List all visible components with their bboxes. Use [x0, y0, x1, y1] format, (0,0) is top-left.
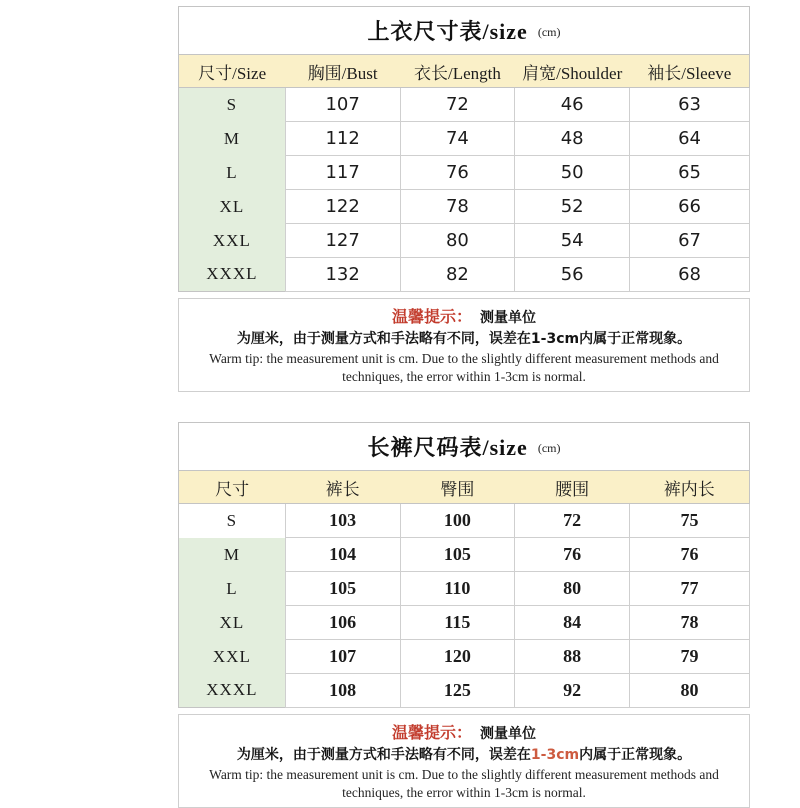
- tops-size-table: [178, 54, 750, 292]
- pants-table-title-row: [178, 422, 750, 470]
- value-cell: 64: [630, 122, 750, 156]
- tops-table-title-row: [178, 6, 750, 54]
- value-cell: 112: [285, 122, 400, 156]
- value-cell: 122: [285, 190, 400, 224]
- value-cell: 127: [285, 224, 400, 258]
- value-cell: 82: [400, 258, 515, 292]
- value-cell: 46: [515, 88, 630, 122]
- pants-size-table: [178, 470, 750, 708]
- value-cell: 54: [515, 224, 630, 258]
- size-cell: S: [179, 504, 286, 538]
- size-cell: XXXL: [179, 258, 286, 292]
- column-header: 袖长/Sleeve: [630, 55, 750, 88]
- measure-unit-label: 测量单位: [480, 726, 536, 742]
- value-cell: 115: [400, 606, 515, 640]
- table-row: [179, 538, 750, 572]
- value-cell: 104: [285, 538, 400, 572]
- column-header: 臀围: [400, 471, 515, 504]
- table-row: [179, 640, 750, 674]
- tip-line-chinese: [183, 745, 745, 766]
- size-cell: XXL: [179, 640, 286, 674]
- pants-size-table-section: [178, 422, 750, 808]
- pants-table-title: 长裤尺码表/size: [367, 435, 528, 460]
- measure-unit-label: 测量单位: [480, 310, 536, 326]
- value-cell: 67: [630, 224, 750, 258]
- value-cell: 78: [630, 606, 750, 640]
- tip-line-english-1: Warm tip: the measurement unit is cm. Due to the slightly different measurement methods and: [209, 351, 719, 366]
- value-cell: 105: [400, 538, 515, 572]
- column-header: 腰围: [515, 471, 630, 504]
- value-cell: 68: [630, 258, 750, 292]
- value-cell: 63: [630, 88, 750, 122]
- value-cell: 120: [400, 640, 515, 674]
- value-cell: 107: [285, 640, 400, 674]
- size-cell: XL: [179, 190, 286, 224]
- warm-tip-label: 温馨提示：: [391, 307, 472, 326]
- pants-table-body: [179, 504, 750, 708]
- value-cell: 117: [285, 156, 400, 190]
- tip-cn-range: 1-3cm: [530, 331, 580, 347]
- tip-line-english-2: techniques, the error within 1-3cm is normal.: [342, 784, 586, 800]
- value-cell: 52: [515, 190, 630, 224]
- column-header: 尺寸/Size: [179, 55, 286, 88]
- value-cell: 110: [400, 572, 515, 606]
- size-cell: L: [179, 156, 286, 190]
- column-header: 尺寸: [179, 471, 286, 504]
- value-cell: 76: [400, 156, 515, 190]
- size-cell: XXL: [179, 224, 286, 258]
- value-cell: 80: [630, 674, 750, 708]
- value-cell: 66: [630, 190, 750, 224]
- header-row: [179, 471, 750, 504]
- pants-table-header: [179, 471, 750, 504]
- size-cell: S: [179, 88, 286, 122]
- column-header: 衣长/Length: [400, 55, 515, 88]
- table-row: [179, 190, 750, 224]
- value-cell: 78: [400, 190, 515, 224]
- value-cell: 106: [285, 606, 400, 640]
- value-cell: 100: [400, 504, 515, 538]
- table-row: [179, 224, 750, 258]
- column-header: 肩宽/Shoulder: [515, 55, 630, 88]
- tops-table-title: 上衣尺寸表/size: [367, 19, 528, 44]
- value-cell: 103: [285, 504, 400, 538]
- value-cell: 92: [515, 674, 630, 708]
- column-header: 裤长: [285, 471, 400, 504]
- value-cell: 76: [630, 538, 750, 572]
- tops-size-table-section: [178, 6, 750, 392]
- size-cell: XL: [179, 606, 286, 640]
- tip-line-chinese: [183, 329, 745, 350]
- tip-cn-pre: 为厘米，由于测量方式和手法略有不同，误差在: [236, 331, 531, 347]
- value-cell: 77: [630, 572, 750, 606]
- table-row: [179, 504, 750, 538]
- tip-cn-pre: 为厘米，由于测量方式和手法略有不同，误差在: [236, 747, 531, 763]
- value-cell: 107: [285, 88, 400, 122]
- tops-table-header: [179, 55, 750, 88]
- value-cell: 65: [630, 156, 750, 190]
- table-row: [179, 156, 750, 190]
- value-cell: 48: [515, 122, 630, 156]
- pants-warm-tip-box: [178, 714, 750, 808]
- tip-cn-range: 1-3cm: [530, 747, 580, 763]
- table-row: [179, 606, 750, 640]
- size-cell: XXXL: [179, 674, 286, 708]
- tip-cn-post: 内属于正常现象。: [579, 331, 692, 347]
- warm-tip-label: 温馨提示：: [391, 723, 472, 742]
- size-cell: M: [179, 538, 286, 572]
- size-cell: L: [179, 572, 286, 606]
- value-cell: 72: [515, 504, 630, 538]
- size-cell: M: [179, 122, 286, 156]
- value-cell: 79: [630, 640, 750, 674]
- table-row: [179, 258, 750, 292]
- column-header: 胸围/Bust: [285, 55, 400, 88]
- tip-cn-post: 内属于正常现象。: [579, 747, 692, 763]
- value-cell: 74: [400, 122, 515, 156]
- table-row: [179, 88, 750, 122]
- table-row: [179, 572, 750, 606]
- value-cell: 80: [400, 224, 515, 258]
- value-cell: 84: [515, 606, 630, 640]
- tops-table-body: [179, 88, 750, 292]
- value-cell: 125: [400, 674, 515, 708]
- value-cell: 56: [515, 258, 630, 292]
- table-row: [179, 122, 750, 156]
- pants-unit-label: (cm): [537, 441, 561, 455]
- value-cell: 105: [285, 572, 400, 606]
- tops-warm-tip-box: [178, 298, 750, 392]
- tip-heading: [183, 306, 745, 329]
- tip-heading: [183, 722, 745, 745]
- value-cell: 76: [515, 538, 630, 572]
- table-row: [179, 674, 750, 708]
- tip-line-english-2: techniques, the error within 1-3cm is normal.: [342, 368, 586, 384]
- value-cell: 50: [515, 156, 630, 190]
- value-cell: 72: [400, 88, 515, 122]
- value-cell: 108: [285, 674, 400, 708]
- value-cell: 88: [515, 640, 630, 674]
- value-cell: 80: [515, 572, 630, 606]
- column-header: 裤内长: [630, 471, 750, 504]
- tip-line-english-1: Warm tip: the measurement unit is cm. Due to the slightly different measurement methods and: [209, 767, 719, 782]
- tops-unit-label: (cm): [537, 25, 561, 39]
- header-row: [179, 55, 750, 88]
- value-cell: 132: [285, 258, 400, 292]
- value-cell: 75: [630, 504, 750, 538]
